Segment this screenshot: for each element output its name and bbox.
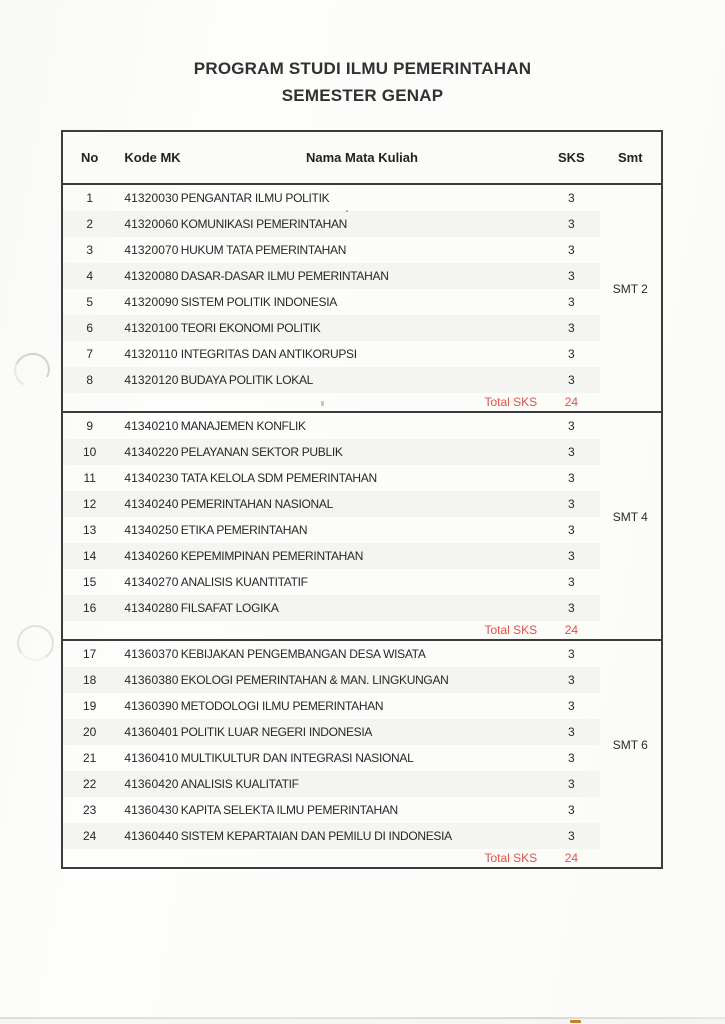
course-name: PEMERINTAHAN NASIONAL <box>181 491 543 517</box>
course-name: METODOLOGI ILMU PEMERINTAHAN <box>180 699 384 713</box>
course-name: ETIKA PEMERINTAHAN <box>180 523 308 537</box>
course-sks: 3 <box>568 419 575 433</box>
course-no: 7 <box>86 347 94 361</box>
course-name: KEPEMIMPINAN PEMERINTAHAN <box>181 543 543 569</box>
header-row <box>62 131 662 184</box>
course-name: ANALISIS KUALITATIF <box>181 771 543 797</box>
course-no: 22 <box>62 771 116 797</box>
course-no: 10 <box>62 439 116 465</box>
course-sks: 3 <box>543 595 599 621</box>
table-row <box>62 211 662 237</box>
course-name: KAPITA SELEKTA ILMU PEMERINTAHAN <box>180 803 398 817</box>
course-code: 41360401 <box>116 719 180 745</box>
course-sks: 3 <box>543 823 599 849</box>
course-name: SISTEM KEPARTAIAN DAN PEMILU DI INDONESIA <box>181 823 543 849</box>
course-name: SISTEM POLITIK INDONESIA <box>180 295 337 309</box>
course-no: 3 <box>86 243 94 257</box>
course-sks: 3 <box>543 719 599 745</box>
pen-mark-circle <box>14 622 57 664</box>
course-name: MANAJEMEN KONFLIK <box>180 419 306 433</box>
table-row <box>62 184 662 211</box>
course-code: 41360370 <box>124 647 179 661</box>
course-code: 41360440 <box>116 823 180 849</box>
table-row <box>62 771 662 797</box>
course-sks: 3 <box>568 295 575 309</box>
table-row <box>62 569 662 595</box>
course-sks: 3 <box>543 211 599 237</box>
table-header <box>62 131 662 184</box>
course-no: 23 <box>83 803 97 817</box>
course-name: BUDAYA POLITIK LOKAL <box>181 367 543 393</box>
total-row-spacer <box>600 621 662 640</box>
table-row <box>62 543 662 569</box>
table-row <box>62 667 662 693</box>
course-code: 41320100 <box>116 315 180 341</box>
course-no: 19 <box>83 699 97 713</box>
course-name: INTEGRITAS DAN ANTIKORUPSI <box>180 347 357 361</box>
header-nama: Nama Mata Kuliah <box>181 131 543 184</box>
total-row <box>62 393 662 412</box>
course-name: DASAR-DASAR ILMU PEMERINTAHAN <box>181 263 543 289</box>
course-sks: 3 <box>543 367 599 393</box>
course-code: 41360380 <box>116 667 180 693</box>
course-sks: 3 <box>568 699 575 713</box>
course-sks: 3 <box>543 315 599 341</box>
course-sks: 3 <box>568 803 575 817</box>
table-row <box>62 640 662 667</box>
course-no: 2 <box>62 211 116 237</box>
total-sks-value: 24 <box>564 851 579 865</box>
scan-edge-shadow <box>0 1018 725 1024</box>
header-sks: SKS <box>543 131 599 184</box>
course-no: 21 <box>83 751 97 765</box>
semester-label: SMT 2 <box>612 282 648 296</box>
title-line-1: PROGRAM STUDI ILMU PEMERINTAHAN <box>193 59 532 78</box>
table-row <box>62 693 662 719</box>
course-no: 1 <box>86 191 94 205</box>
total-row-spacer <box>600 849 662 868</box>
courses-table <box>61 130 663 869</box>
course-sks: 3 <box>568 471 575 485</box>
course-name: PENGANTAR ILMU POLITIK <box>180 191 330 205</box>
course-no: 11 <box>83 471 96 485</box>
course-no: 6 <box>62 315 116 341</box>
course-code: 41340280 <box>116 595 180 621</box>
course-code: 41320070 <box>124 243 179 257</box>
course-code: 41320120 <box>116 367 180 393</box>
course-code: 41340270 <box>124 575 179 589</box>
course-name: ANALISIS KUANTITATIF <box>180 575 308 589</box>
course-code: 41340250 <box>124 523 179 537</box>
section-smt6 <box>62 640 662 868</box>
course-sks: 3 <box>543 543 599 569</box>
course-sks: 3 <box>568 647 575 661</box>
course-sks: 3 <box>568 575 575 589</box>
course-no: 16 <box>62 595 116 621</box>
course-no: 20 <box>62 719 116 745</box>
table-row <box>62 439 662 465</box>
course-sks: 3 <box>543 771 599 797</box>
table-row <box>62 797 662 823</box>
section-smt2 <box>62 184 662 412</box>
course-no: 17 <box>83 647 97 661</box>
course-no: 8 <box>62 367 116 393</box>
total-row <box>62 621 662 640</box>
course-sks: 3 <box>543 667 599 693</box>
table-row <box>62 595 662 621</box>
course-code: 41360430 <box>124 803 179 817</box>
course-sks: 3 <box>543 263 599 289</box>
total-row <box>62 849 662 868</box>
course-name: HUKUM TATA PEMERINTAHAN <box>180 243 347 257</box>
title-line-2: SEMESTER GENAP <box>281 86 444 105</box>
course-sks: 3 <box>568 191 575 205</box>
course-no: 13 <box>83 523 97 537</box>
course-name: EKOLOGI PEMERINTAHAN & MAN. LINGKUNGAN <box>181 667 543 693</box>
document-title <box>0 55 725 109</box>
semester-label: SMT 6 <box>612 738 648 752</box>
course-code: 41340220 <box>116 439 180 465</box>
course-name: MULTIKULTUR DAN INTEGRASI NASIONAL <box>180 751 414 765</box>
total-sks-value: 24 <box>564 395 579 409</box>
course-sks: 3 <box>568 751 575 765</box>
total-sks-label: Total SKS <box>484 623 538 637</box>
table-row <box>62 491 662 517</box>
scan-speck-orange <box>570 1020 581 1023</box>
header-no: No <box>62 131 116 184</box>
table-row <box>62 517 662 543</box>
header-kode: Kode MK <box>116 131 180 184</box>
course-no: 14 <box>62 543 116 569</box>
course-name: FILSAFAT LOGIKA <box>181 595 543 621</box>
table-row <box>62 341 662 367</box>
course-no: 5 <box>86 295 94 309</box>
course-name: POLITIK LUAR NEGERI INDONESIA <box>181 719 543 745</box>
course-code: 41320080 <box>116 263 180 289</box>
pen-mark-circle <box>10 348 55 391</box>
table-row <box>62 237 662 263</box>
total-row-spacer <box>600 393 662 412</box>
course-code: 41320030 <box>124 191 179 205</box>
course-no: 18 <box>62 667 116 693</box>
course-code: 41340240 <box>116 491 180 517</box>
course-code: 41340210 <box>124 419 179 433</box>
course-no: 15 <box>83 575 97 589</box>
course-name: KEBIJAKAN PENGEMBANGAN DESA WISATA <box>180 647 426 661</box>
course-no: 9 <box>86 419 94 433</box>
semester-label: SMT 4 <box>612 510 648 524</box>
table-row <box>62 367 662 393</box>
course-code: 41340260 <box>116 543 180 569</box>
course-code: 41320090 <box>124 295 179 309</box>
scan-speck <box>346 210 348 212</box>
table-row <box>62 823 662 849</box>
table-row <box>62 412 662 439</box>
course-sks: 3 <box>543 439 599 465</box>
course-sks: 3 <box>568 523 575 537</box>
table-row <box>62 263 662 289</box>
table-row <box>62 315 662 341</box>
course-name: TATA KELOLA SDM PEMERINTAHAN <box>180 471 377 485</box>
course-code: 41320060 <box>116 211 180 237</box>
course-code: 41360390 <box>124 699 179 713</box>
course-name: TEORI EKONOMI POLITIK <box>181 315 543 341</box>
course-code: 41360410 <box>124 751 179 765</box>
total-sks-value: 24 <box>564 623 579 637</box>
header-smt: Smt <box>600 131 662 184</box>
course-no: 4 <box>62 263 116 289</box>
total-sks-label: Total SKS <box>484 851 538 865</box>
course-no: 12 <box>62 491 116 517</box>
scan-speck <box>321 401 324 406</box>
course-name: PELAYANAN SEKTOR PUBLIK <box>181 439 543 465</box>
section-smt4 <box>62 412 662 640</box>
course-sks: 3 <box>568 347 575 361</box>
course-sks: 3 <box>568 243 575 257</box>
course-code: 41320110 <box>124 347 178 361</box>
course-no: 24 <box>62 823 116 849</box>
table-row <box>62 289 662 315</box>
table-row <box>62 719 662 745</box>
table-row <box>62 465 662 491</box>
table-row <box>62 745 662 771</box>
course-code: 41340230 <box>124 471 179 485</box>
course-name: KOMUNIKASI PEMERINTAHAN <box>181 211 543 237</box>
course-sks: 3 <box>543 491 599 517</box>
course-code: 41360420 <box>116 771 180 797</box>
total-sks-label: Total SKS <box>484 395 538 409</box>
